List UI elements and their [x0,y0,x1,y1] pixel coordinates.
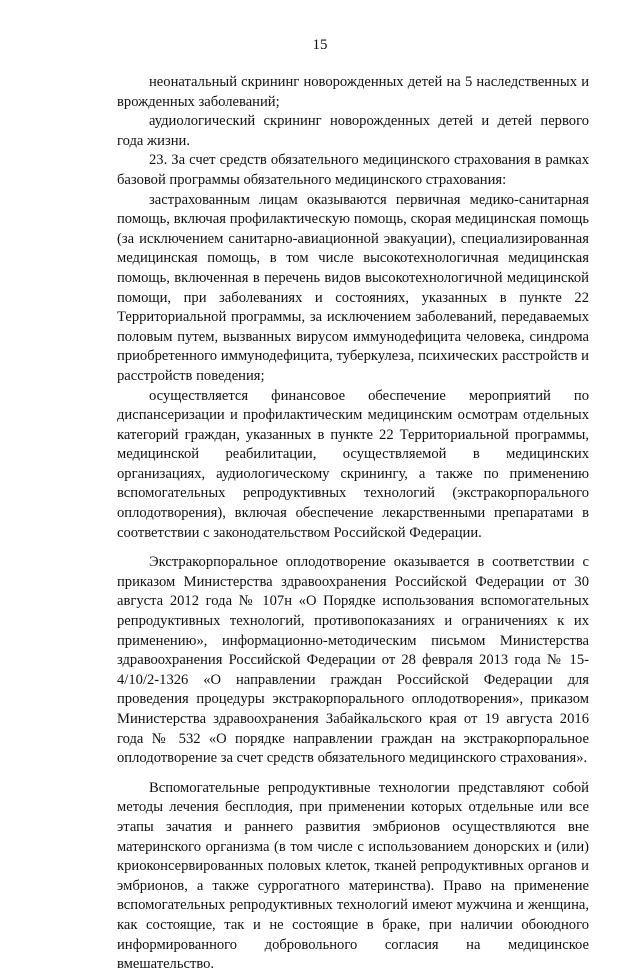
paragraph-ivf: Экстракорпоральное оплодотворение оказывается в соответствии с приказом Министерства здравоохранения Российской Федерации от 30 августа 2012 года № 107н «О Порядке использования вспомогательных репродуктивных технологий, противопоказаниях и ограничениях к их применению», информационно-методическим письмом Министерства здравоохранения Российской Федерации от 28 февраля 2013 года № 15-4/10/2-1326 «О направлении граждан Российской Федерации для проведения процедуры экстракорпорального оплодотворения», приказом Министерства здравоохранения Забайкальского края от 19 августа 2016 года № 532 «О порядке направлении граждан на экстракорпоральное оплодотворение за счет средств обязательного медицинского страхования». [117,554,589,767]
document-body [117,73,589,975]
paragraph-audiological-screening: аудиологический скрининг новорожденных детей и детей первого года жизни. [117,113,589,149]
page-number: 15 [312,37,328,53]
paragraph-neonatal-screening: неонатальный скрининг новорожденных детей на 5 наследственных и врожденных заболеваний; [117,74,589,110]
paragraph-art: Вспомогательные репродуктивные технологии представляют собой методы лечения бесплодия, при применении которых отдельные или все этапы зачатия и раннего развития эмбрионов осуществляются вне материнского организма (в том числе с использованием донорских и (или) криоконсервированных половых клеток, тканей репродуктивных органов и эмбрионов, а также суррогатного материнства). Право на применение вспомогательных репродуктивных технологий имеют мужчина и женщина, как состоящие, так и не состоящие в браке, при наличии обоюдного информированного добровольного согласия на медицинское вмешательство. [117,779,589,973]
paragraph-item-23: 23. За счет средств обязательного медицинского страхования в рамках базовой программы обязательного медицинского страхования: [117,152,589,188]
paragraph-financial-support: осуществляется финансовое обеспечение мероприятий по диспансеризации и профилактическим медицинским осмотрам отдельных категорий граждан, указанных в пункте 22 Территориальной программы, медицинской реабилитации, осуществляемой в медицинских организациях, аудиологическому скринингу, а также по применению вспомогательных репродуктивных технологий (экстракорпорального оплодотворения), включая обеспечение лекарственными препаратами в соответствии с законодательством Российской Федерации. [117,387,589,541]
paragraph-insured-persons: застрахованным лицам оказываются первичная медико-санитарная помощь, включая профилактическую помощь, скорая медицинская помощь (за исключением санитарно-авиационной эвакуации), специализированная медицинская помощь, в том числе высокотехнологичная медицинская помощь, включенная в перечень видов высокотехнологичной медицинской помощи, при заболеваниях и состояниях, указанных в пункте 22 Территориальной программы, за исключением заболеваний, передаваемых половым путем, вызванных вирусом иммунодефицита человека, синдрома приобретенного иммунодефицита, туберкулеза, психических расстройств и расстройств поведения; [117,191,589,384]
